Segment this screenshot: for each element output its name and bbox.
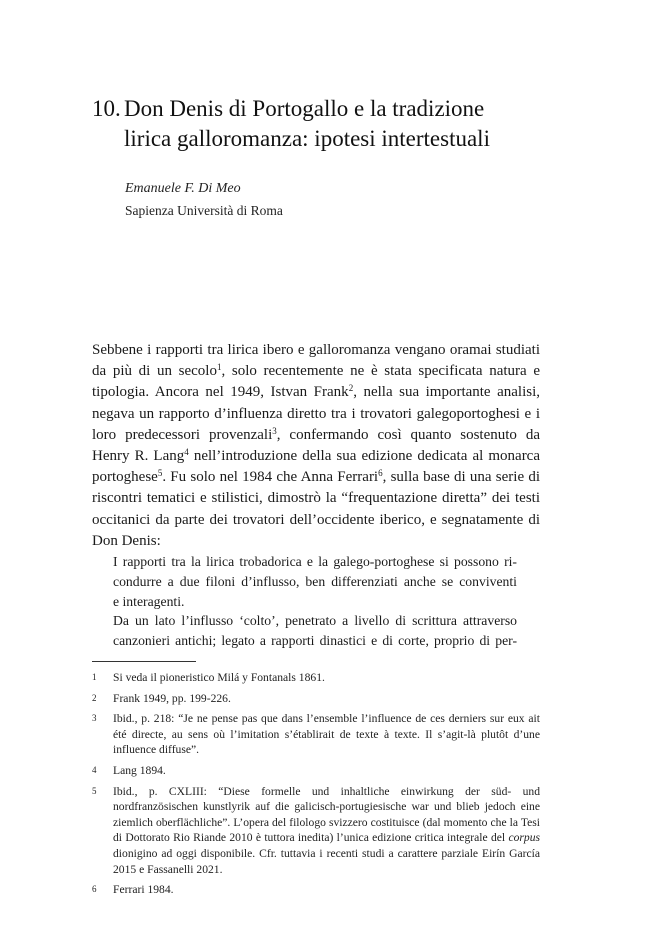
author-name: Emanuele F. Di Meo: [125, 181, 241, 196]
footnote-text: Ibid., p. 218: “Je ne pense pas que dans l’ensemble l’influence de ces derniers sur eux ait été directe, au sens où l’imitation s’établirait de texte à texte. Il s’agit-là plutôt d’une influence diffuse”.: [113, 712, 540, 757]
footnote-italic-term: corpus: [508, 831, 540, 845]
footnote-ref-2[interactable]: 2: [348, 383, 354, 394]
quote-line: canzonieri antichi; legato a rapporti dinastici e di corte, proprio di per-: [113, 633, 517, 649]
footnote-text: Frank 1949, pp. 199-226.: [113, 691, 231, 705]
quote-line: Da un lato l’influsso ‘colto’, penetrato a livello di scrittura attraverso: [113, 613, 517, 629]
footnote-ref-3[interactable]: 3: [272, 425, 277, 436]
body-text-segment: Sebbene i rapporti tra lirica ibero e galloromanza vengano oramai studiati da più di un secolo: [92, 342, 540, 380]
footnote-number: 4: [92, 764, 97, 775]
body-paragraph: [92, 340, 540, 552]
body-text-segment: , sulla base di una serie di riscontri tematici e stilistici, dimostrò la “frequentazione diretta” dei testi occitanici da parte dei trovatori dell’occidente iberico, e segnatamente di Don Denis:: [92, 469, 540, 549]
body-text-segment: nell’introduzione della sua edizione dedicata al monarca portoghese: [92, 448, 540, 486]
footnote-number: 1: [92, 672, 97, 682]
body-text-segment: , confermando così quanto sostenuto da Henry R. Lang: [92, 426, 540, 465]
chapter-title-line-1: Don Denis di Portogallo e la tradizione: [124, 96, 485, 121]
footnote-number: 6: [92, 884, 97, 895]
quote-line: e interagenti.: [113, 593, 185, 609]
footnote-text-segment: dionigino ad oggi disponibile. Cfr. tuttavia i recenti studi a carattere parziale Eirín García 2015 e Fassanelli 2021.: [113, 846, 540, 876]
chapter-title: [92, 94, 552, 154]
body-text-segment: , solo recentemente ne è stata specificata natura e tipologia. Ancora nel 1949, Istvan Frank: [92, 363, 540, 401]
author-affiliation: Sapienza Università di Roma: [125, 203, 283, 218]
quote-line: I rapporti tra la lirica trobadorica e la galego-portoghese si possono ri-: [113, 554, 517, 569]
footnote-ref-1[interactable]: 1: [216, 362, 222, 373]
footnote: [92, 670, 540, 686]
footnote: [92, 784, 540, 878]
footnote-text: Si veda il pioneristico Milá y Fontanals 1861.: [113, 671, 325, 684]
footnote-ref-5[interactable]: 5: [157, 468, 163, 479]
block-quotation: [113, 552, 517, 651]
footnote-text: [113, 784, 540, 878]
footnote-ref-4[interactable]: 4: [184, 447, 189, 458]
footnote-number: 5: [92, 785, 97, 796]
footnote: [92, 882, 540, 898]
body-text-segment: , nella sua importante analisi, negava un rapporto d’influenza diretto tra i trovatori galegoportoghesi e i loro predecessori provenzali: [92, 384, 541, 443]
footnotes: [92, 670, 540, 903]
footnote-separator: [92, 661, 196, 662]
footnote-number: 2: [92, 692, 97, 703]
chapter-number: 10.: [92, 96, 121, 121]
footnote-text: Ferrari 1984.: [113, 883, 174, 897]
body-text-segment: . Fu solo nel 1984 che Anna Ferrari: [162, 469, 379, 486]
footnote-text-segment: Ibid., p. CXLIII: “Diese formelle und inhaltliche einwirkung der süd- und nordfranzösischen kunstlyrik auf die galicisch-portugiesische war und blieb jedoch eine ziemlich oberflächliche”. L’opera del filologo svizzero costituisce (dal momento che la Tesi di Dottorato Rio Riande 2010 è tuttora inedita) l’unica edizione critica integrale del: [113, 784, 540, 845]
footnote-number: 3: [92, 713, 97, 724]
footnote: [92, 711, 540, 758]
footnote: [92, 691, 540, 707]
quote-line: condurre a due filoni d’influsso, ben differenziati anche se conviventi: [113, 573, 517, 589]
chapter-title-line-2: lirica galloromanza: ipotesi intertestuali: [124, 126, 490, 151]
footnote: [92, 763, 540, 779]
footnote-ref-6[interactable]: 6: [378, 468, 383, 479]
footnote-text: Lang 1894.: [113, 763, 166, 777]
